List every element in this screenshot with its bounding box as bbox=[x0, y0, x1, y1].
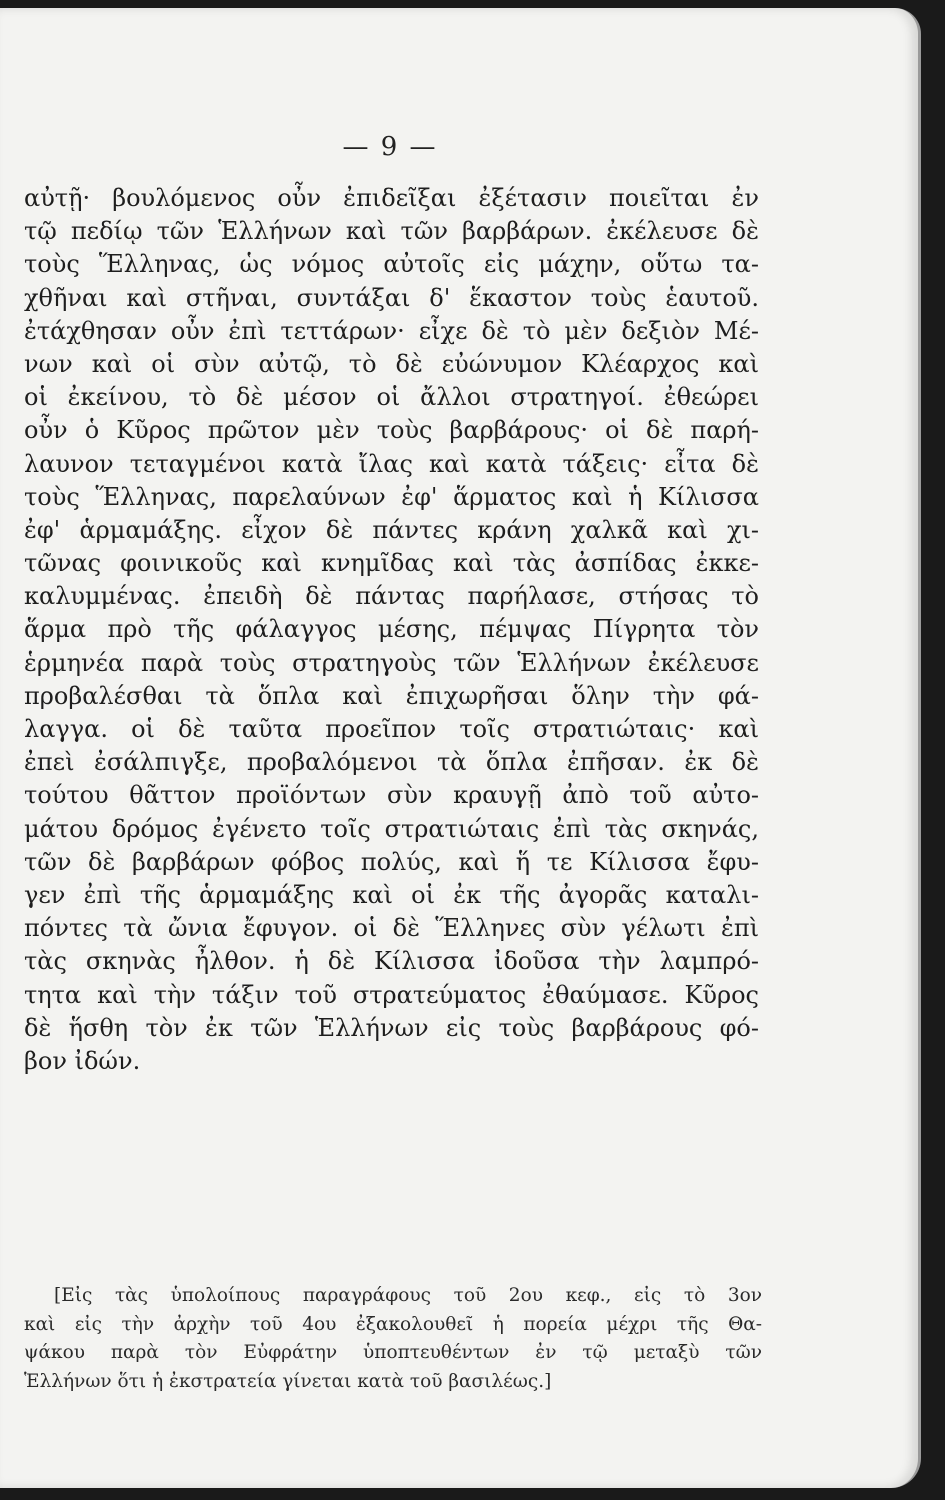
text-line: λαγγα. οἱ δὲ ταῦτα προεῖπον τοῖς στρατιώταις· καὶ bbox=[24, 715, 759, 743]
text-line: τοὺς Ἕλληνας, παρελαύνων ἐφ' ἅρματος καὶ ἡ Κίλισσα bbox=[24, 482, 759, 511]
text-line: βον ἰδών. bbox=[24, 1046, 141, 1075]
text-line: γεν ἐπὶ τῆς ἁρμαμάξης καὶ οἱ ἐκ τῆς ἀγορᾶς καταλι- bbox=[24, 880, 759, 909]
text-line: ἐφ' ἁρμαμάξης. εἶχον δὲ πάντες κράνη χαλκᾶ καὶ χι- bbox=[24, 515, 759, 544]
text-line: αὐτῇ· βουλόμενος οὖν ἐπιδεῖξαι ἐξέτασιν ποιεῖται ἐν bbox=[24, 184, 759, 212]
text-line: χθῆναι καὶ στῆναι, συντάξαι δ' ἕκαστον τοὺς ἑαυτοῦ. bbox=[24, 283, 759, 312]
text-line: ἑρμηνέα παρὰ τοὺς στρατηγοὺς τῶν Ἑλλήνων ἐκέλευσε bbox=[24, 648, 759, 677]
text-line: ἅρμα πρὸ τῆς φάλαγγος μέσης, πέμψας Πίγρητα τὸν bbox=[24, 615, 759, 644]
text-line: προβαλέσθαι τὰ ὅπλα καὶ ἐπιχωρῆσαι ὅλην τὴν φά- bbox=[24, 681, 759, 710]
text-line: πόντες τὰ ὤνια ἔφυγον. οἱ δὲ Ἕλληνες σὺν γέλωτι ἐπὶ bbox=[24, 914, 759, 943]
text-line: καλυμμένας. ἐπειδὴ δὲ πάντας παρήλασε, στήσας τὸ bbox=[24, 582, 759, 611]
text-line: λαυνον τεταγμένοι κατὰ ἴλας καὶ κατὰ τάξεις· εἶτα δὲ bbox=[24, 449, 759, 478]
text-line: τῶνας φοινικοῦς καὶ κνημῖδας καὶ τὰς ἀσπίδας ἐκκε- bbox=[24, 549, 759, 578]
footnote-line: [Εἰς τὰς ὑπολοίπους παραγράφους τοῦ 2ου κεφ., εἰς τὸ 3ον bbox=[54, 1285, 762, 1306]
book-page bbox=[0, 8, 921, 1488]
text-line: ἐτάχθησαν οὖν ἐπὶ τεττάρων· εἶχε δὲ τὸ μὲν δεξιὸν Μέ- bbox=[24, 316, 759, 345]
page-number: — 9 — bbox=[342, 132, 438, 162]
text-line: νων καὶ οἱ σὺν αὐτῷ, τὸ δὲ εὐώνυμον Κλέαρχος καὶ bbox=[24, 349, 759, 378]
footnote-line: ψάκου παρὰ τὸν Εὐφράτην ὑποπτευθέντων ἐν τῷ μεταξὺ τῶν bbox=[24, 1342, 762, 1363]
text-line: δὲ ἥσθη τὸν ἐκ τῶν Ἑλλήνων εἰς τοὺς βαρβάρους φό- bbox=[24, 1013, 759, 1042]
footnote-line: καὶ εἰς τὴν ἀρχὴν τοῦ 4ου ἐξακολουθεῖ ἡ πορεία μέχρι τῆς Θα- bbox=[24, 1313, 762, 1335]
text-line: τῷ πεδίῳ τῶν Ἑλλήνων καὶ τῶν βαρβάρων. ἐκέλευσε δὲ bbox=[24, 217, 759, 246]
text-line: τοὺς Ἕλληνας, ὡς νόμος αὐτοῖς εἰς μάχην, οὕτω τα- bbox=[24, 250, 759, 279]
text-line: τὰς σκηνὰς ἦλθον. ἡ δὲ Κίλισσα ἰδοῦσα τὴν λαμπρό- bbox=[24, 947, 759, 976]
footnote-line: Ἑλλήνων ὅτι ἡ ἐκστρατεία γίνεται κατὰ τοῦ βασιλέως.] bbox=[24, 1370, 552, 1392]
main-text bbox=[24, 182, 759, 1078]
text-line: οἱ ἐκείνου, τὸ δὲ μέσον οἱ ἄλλοι στρατηγοί. ἐθεώρει bbox=[24, 383, 759, 412]
text-line: μάτου δρόμος ἐγένετο τοῖς στρατιώταις ἐπὶ τὰς σκηνάς, bbox=[24, 814, 759, 843]
text-line: τῶν δὲ βαρβάρων φόβος πολύς, καὶ ἥ τε Κίλισσα ἔφυ- bbox=[24, 847, 759, 876]
text-line: οὖν ὁ Κῦρος πρῶτον μὲν τοὺς βαρβάρους· οἱ δὲ παρή- bbox=[24, 416, 759, 445]
text-line: ἐπεὶ ἐσάλπιγξε, προβαλόμενοι τὰ ὅπλα ἐπῆσαν. ἐκ δὲ bbox=[24, 748, 759, 777]
footnote bbox=[24, 1282, 762, 1396]
text-line: τούτου θᾶττον προϊόντων σὺν κραυγῇ ἀπὸ τοῦ αὐτο- bbox=[24, 781, 759, 810]
text-line: τητα καὶ τὴν τάξιν τοῦ στρατεύματος ἐθαύμασε. Κῦρος bbox=[24, 980, 759, 1009]
